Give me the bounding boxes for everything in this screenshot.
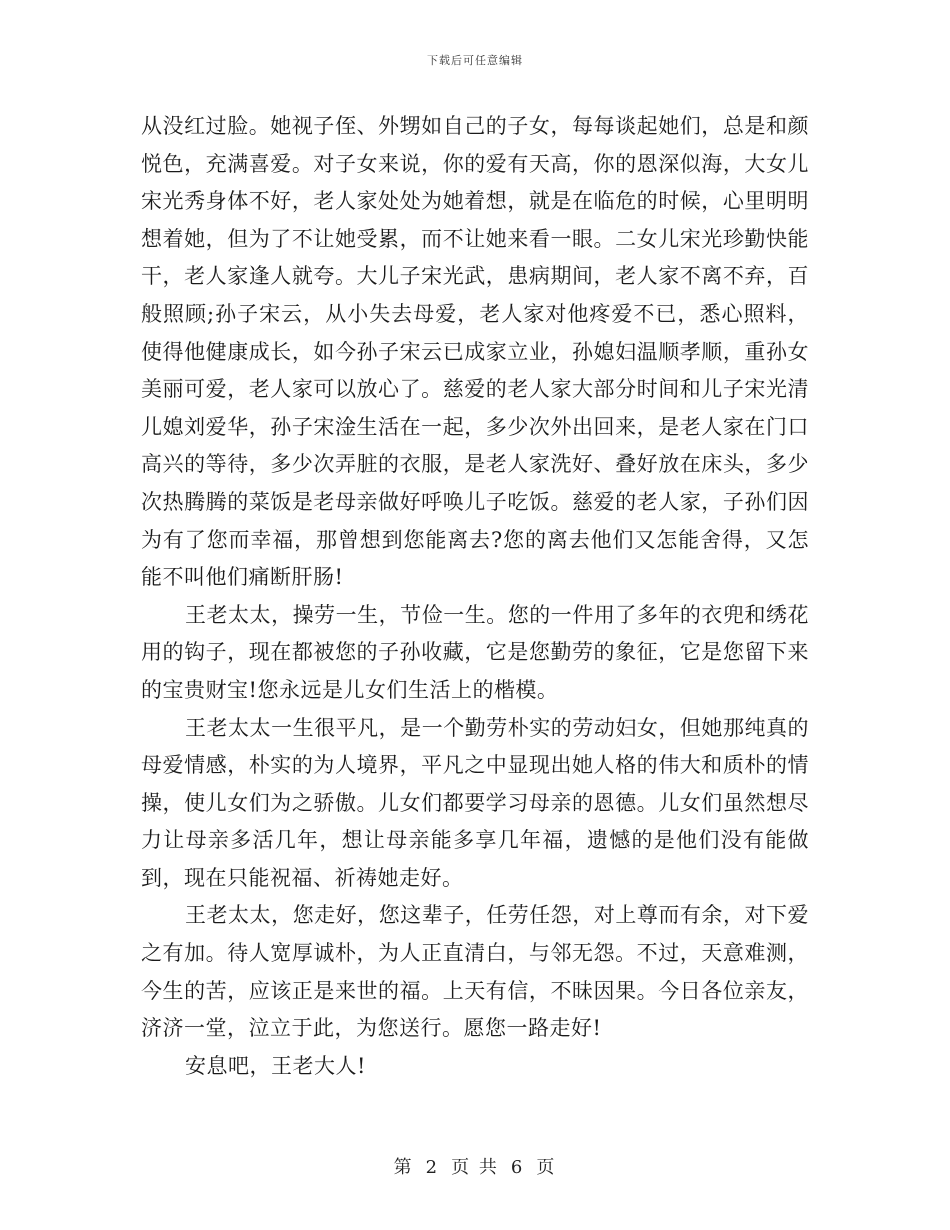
page-header-note: 下载后可任意编辑	[427, 54, 523, 67]
page-number-footer	[0, 1153, 950, 1179]
footer-middle: 页 共	[451, 1157, 499, 1178]
footer-prefix: 第	[393, 1157, 414, 1178]
paragraph-4: 王老太太，您走好，您这辈子，任劳任怨，对上尊而有余，对下爱之有加。待人宽厚诚朴，为人正直清白，与邻无怨。不过，天意难测，今生的苦，应该正是来世的福。上天有信，不昧因果。今日各位亲友，济济一堂，泣立于此，为您送行。愿您一路走好!	[141, 903, 809, 1041]
paragraph-5: 安息吧，王老大人!	[185, 1053, 366, 1078]
total-page-count: 6	[510, 1157, 525, 1178]
document-body	[141, 108, 809, 1085]
paragraph-3: 王老太太一生很平凡，是一个勤劳朴实的劳动妇女，但她那纯真的母爱情感，朴实的为人境界，平凡之中显现出她人格的伟大和质朴的情操，使儿女们为之骄傲。儿女们都要学习母亲的恩德。儿女们虽然想尽力让母亲多活几年，想让母亲能多享几年福，遗憾的是他们没有能做到，现在只能祝福、祈祷她走好。	[141, 715, 809, 890]
current-page-number: 2	[425, 1157, 440, 1178]
paragraph-1: 从没红过脸。她视子侄、外甥如自己的子女，每每谈起她们，总是和颜悦色，充满喜爱。对子女来说，你的爱有天高，你的恩深似海，大女儿宋光秀身体不好，老人家处处为她着想，就是在临危的时候，心里明明想着她，但为了不让她受累，而不让她来看一眼。二女儿宋光珍勤快能干，老人家逢人就夸。大儿子宋光武，患病期间，老人家不离不弃，百般照顾;孙子宋云，从小失去母爱，老人家对他疼爱不已，悉心照料，使得他健康成长，如今孙子宋云已成家立业，孙媳妇温顺孝顺，重孙女美丽可爱，老人家可以放心了。慈爱的老人家大部分时间和儿子宋光清儿媳刘爱华，孙子宋淦生活在一起，多少次外出回来，是老人家在门口高兴的等待，多少次弄脏的衣服，是老人家洗好、叠好放在床头，多少次热腾腾的菜饭是老母亲做好呼唤儿子吃饭。慈爱的老人家，子孙们因为有了您而幸福，那曾想到您能离去?您的离去他们又怎能舍得，又怎能不叫他们痛断肝肠!	[141, 114, 809, 590]
paragraph-2: 王老太太，操劳一生，节俭一生。您的一件用了多年的衣兜和绣花用的钩子，现在都被您的子孙收藏，它是您勤劳的象征，它是您留下来的宝贵财宝!您永远是儿女们生活上的楷模。	[141, 602, 809, 702]
footer-suffix: 页	[536, 1157, 557, 1178]
